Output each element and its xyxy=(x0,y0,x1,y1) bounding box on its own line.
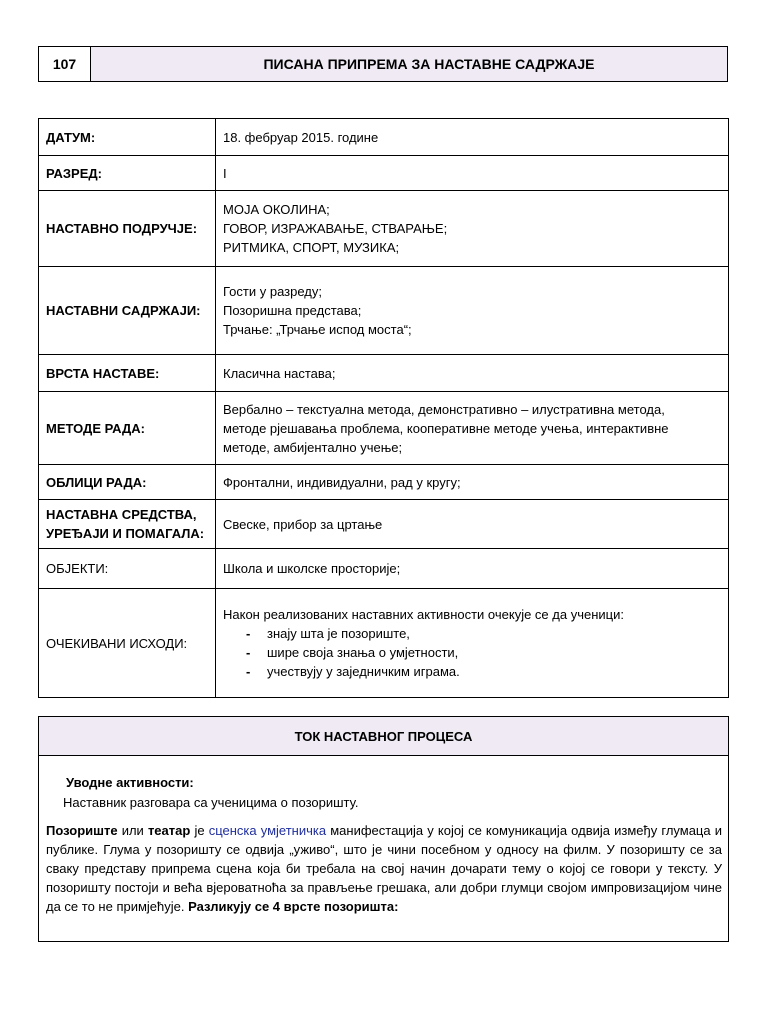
subject-area-line: ГОВОР, ИЗРАЖАВАЊЕ, СТВАРАЊЕ; xyxy=(223,221,448,236)
work-forms-value: Фронтални, индивидуални, рад у кругу; xyxy=(216,465,729,500)
document-header xyxy=(38,46,728,82)
bullet-dash: - xyxy=(246,664,251,679)
lesson-type-label: ВРСТА НАСТАВЕ: xyxy=(39,355,216,392)
document-title: ПИСАНА ПРИПРЕМА ЗА НАСТАВНЕ САДРЖАЈЕ xyxy=(263,56,595,72)
lesson-info-table xyxy=(38,118,729,698)
methods-line: методе рјешавања проблема, кооперативне методе учења, интерактивне xyxy=(223,420,669,436)
grade-label: РАЗРЕД: xyxy=(39,156,216,191)
outcome-text: учествују у заједничким играма. xyxy=(267,664,460,679)
theatre-paragraph xyxy=(46,821,722,916)
bullet-dash: - xyxy=(246,626,251,641)
outcomes-list xyxy=(223,624,721,681)
term-theatre: Позориште xyxy=(46,823,118,838)
row-work-forms xyxy=(39,465,729,500)
row-methods xyxy=(39,392,729,465)
teaching-aids-label-line: УРЕЂАЈИ И ПОМАГАЛА: xyxy=(46,526,205,541)
intro-activities-title: Уводне активности: xyxy=(66,775,194,790)
objects-label: ОБЈЕКТИ: xyxy=(39,549,216,589)
list-item xyxy=(246,662,721,681)
date-label: ДАТУМ: xyxy=(39,119,216,156)
methods-line: методе, амбијентално учење; xyxy=(223,439,403,455)
methods-value xyxy=(216,392,729,465)
content-line: Трчање: „Трчање испод моста“; xyxy=(223,322,412,337)
theatre-types-intro: Разликују се 4 врсте позоришта: xyxy=(184,899,399,914)
methods-label: МЕТОДЕ РАДА: xyxy=(39,392,216,465)
list-item xyxy=(246,643,721,662)
subject-area-value xyxy=(216,191,729,267)
list-item xyxy=(246,624,721,643)
lesson-number: 107 xyxy=(39,47,91,81)
paragraph-text: је xyxy=(190,823,209,838)
objects-value: Школа и школске просторије; xyxy=(216,549,729,589)
row-lesson-type xyxy=(39,355,729,392)
row-subject-area xyxy=(39,191,729,267)
outcomes-label: ОЧЕКИВАНИ ИСХОДИ: xyxy=(39,589,216,698)
content-value xyxy=(216,267,729,355)
intro-activities-text: Наставник разговара са ученицима о позоришту. xyxy=(63,795,359,810)
work-forms-label: ОБЛИЦИ РАДА: xyxy=(39,465,216,500)
bullet-dash: - xyxy=(246,645,251,660)
date-value: 18. фебруар 2015. године xyxy=(216,119,729,156)
outcome-text: шире своја знања о умјетности, xyxy=(267,645,459,660)
subject-area-line: МОЈА ОКОЛИНА; xyxy=(223,202,330,217)
term-teatar: театар xyxy=(147,823,191,838)
teaching-process-section xyxy=(38,716,729,942)
row-grade xyxy=(39,156,729,191)
paragraph-text: или xyxy=(117,823,148,838)
subject-area-label: НАСТАВНО ПОДРУЧЈЕ: xyxy=(39,191,216,267)
methods-line: Вербално – текстуална метода, демонстративно – илустративна метода, xyxy=(223,401,665,417)
teaching-aids-label xyxy=(39,500,216,549)
grade-value: I xyxy=(216,156,729,191)
teaching-aids-label-line: НАСТАВНА СРЕДСТВА, xyxy=(46,507,197,522)
outcomes-value xyxy=(216,589,729,698)
paragraph-text: манифестација у којој се комуникација одвија између глумаца и публике. Глума у позоришту се одвија „уживо“, што је чини посебном у односу на филм. У позоришту се за сваку представу припрема сцена која би требала на свој начин дочарати тему о којој се говори у тексту. У позоришту постоји и већа вјероватноћа за прављење грешака, али добри глумци својом импровизацијом чине да се то не примјећује. xyxy=(46,823,723,914)
stage-art-link[interactable]: сценска умјетничка xyxy=(208,823,327,838)
content-line: Позоришна представа; xyxy=(223,303,362,318)
process-title: ТОК НАСТАВНОГ ПРОЦЕСА xyxy=(39,717,728,756)
row-objects xyxy=(39,549,729,589)
row-content xyxy=(39,267,729,355)
outcomes-intro: Након реализованих наставних активности очекује се да ученици: xyxy=(223,607,624,622)
subject-area-line: РИТМИКА, СПОРТ, МУЗИКА; xyxy=(223,240,400,255)
lesson-type-value: Класична настава; xyxy=(216,355,729,392)
outcome-text: знају шта је позориште, xyxy=(267,626,410,641)
teaching-aids-value: Свеске, прибор за цртање xyxy=(216,500,729,549)
row-teaching-aids xyxy=(39,500,729,549)
content-line: Гости у разреду; xyxy=(223,284,322,299)
content-label: НАСТАВНИ САДРЖАЈИ: xyxy=(39,267,216,355)
row-outcomes xyxy=(39,589,729,698)
row-date xyxy=(39,119,729,156)
